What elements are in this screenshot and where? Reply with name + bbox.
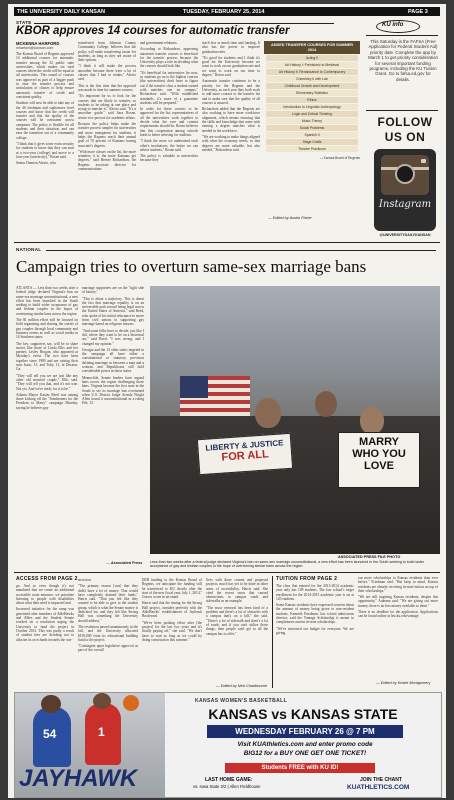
tuition-edited-by: — Edited by Kristie Montgomery xyxy=(376,681,431,685)
building-shape xyxy=(150,286,440,381)
instagram-tile xyxy=(374,149,436,231)
player-2-head xyxy=(93,693,111,709)
ad-promo-2: BIG12 for a BUY ONE GET ONE TICKET! xyxy=(243,750,367,757)
tuition-column-1 xyxy=(276,584,354,684)
tuition-paragraph: out more scholarships to Kansas residents than ever before," Friedman said. "But keep in mind, Kansas residents are already receiving in-state tuition on top of their scholarships." xyxy=(358,576,438,593)
story1-paragraph: and government relations. xyxy=(140,41,178,45)
story1-byline: MCKENNA HARFORD xyxy=(16,41,60,46)
tuition-paragraph: The class that entered for the 2013-2014 academic year only has 109 students. The law school's target enrollment for the 2014-2015 academic year is set at 120 students. xyxy=(276,584,354,601)
ad-students-banner: Students FREE with KU ID! xyxy=(225,763,375,773)
course-item: Logic and Critical Thinking xyxy=(266,111,358,117)
story2-paragraph: Atlanta Mayor Kasim Reed was among those kicking off the "Southerners for the Freedom to Marry" campaign Monday, saying he believes gay xyxy=(16,392,78,410)
story1-column-2 xyxy=(78,41,136,228)
story2-paragraph: Meanwhile, Senate leaders have argued bans across the region challenging those bans. Virginia became the first state in the South to see its marriage ban overturned when U.S. District Judge Arenda Wright Allen found it unconstitutional in a ruling Feb. 13. xyxy=(82,375,144,406)
section-divider-2 xyxy=(14,572,440,573)
story2-paragraph: The key, supporters say, will be to share stories like those of Linda Ellis and her partner, Lesley Brogan, who appeared at Monday's event. The two have been together since 1989 and are raising their sons Isaac, 13, and Toby, 11, in Decatur, Ga. xyxy=(16,341,78,372)
access-paragraph: Harris said that the timing for the Strong Hall project, consider perfectly with the AbleHawks' establishment of Jayhawk Boulevard. xyxy=(142,601,202,619)
story2-paragraph: "And some folks have to decide, just like I did, where they want to be on a historical arc," said Reed. "I was wrong, and I changed my opinion." xyxy=(82,328,144,346)
access-paragraph: The resolution passed unanimously in the fall, and the University allocated $195,000 from its educational building fund to the project. xyxy=(78,624,138,642)
story2-kicker: NATIONAL xyxy=(16,247,42,252)
tuition-divider xyxy=(272,576,273,688)
story1-paragraph: "It's good for students and I think it's good for the University because we want to work on our graduation rate and we want to work on our time to degree," Rosen said. xyxy=(202,55,260,78)
story2-source: — Associated Press xyxy=(106,561,143,565)
story2-paragraph: ATLANTA — Less than two weeks after a federal judge declared Virginia's ban on same-sex marriage unconstitutional, a new effort has been launched in the South seeking to build wider acceptance of gay and lesbian couples in the hopes of overturning similar bans across the region. xyxy=(16,286,78,316)
access-paragraph: "The primary reason [was] that they didn't have a lot of money. That would have completely drained their funds," Harris said. "That just felt like they wanted to be able to give to the student group, which is what the Senate money is dedicated for, and they felt like Strong Hall was something the University should address." xyxy=(78,584,138,623)
course-item: Art History II: Renaissance to Contemporary xyxy=(266,69,358,75)
person-head-1 xyxy=(255,398,281,428)
access-column-1 xyxy=(16,584,74,692)
ad-topline: KANSAS WOMEN'S BASKETBALL xyxy=(195,698,288,704)
access-kicker: ACCESS FROM PAGE 2 xyxy=(16,576,78,582)
ad-players-image xyxy=(15,693,165,797)
ad-website[interactable]: KUATHLETICS.COM xyxy=(347,784,410,791)
newspaper-page xyxy=(8,4,446,798)
course-item: Art History I: Prehistoric to Medieval xyxy=(266,62,358,68)
story1-paragraph: This is the first time that the approval was made in time for summer courses. xyxy=(78,83,136,92)
photo-caption: Less than two weeks after a federal judge declared Virginia's ban on same-sex marriage unconstitutional, a new effort has been launched in the South seeking to build wider acceptance of gay and lesbian couples in the hope of overturning similar bans across the region. xyxy=(150,560,425,569)
course-item: Acting II xyxy=(266,55,358,61)
course-item: Social Problems xyxy=(266,125,358,131)
liberty-sign: LIBERTY & JUSTICE FOR ALL xyxy=(197,433,293,475)
story1-paragraph: According to Richardson, approving automatic transfer courses is beneficial for the transfer process because the University plays a role in deciding what the courses should look like. xyxy=(140,47,198,69)
story1-paragraph: Students will now be able to take any of the 46 freshman and sophomore level courses and know that the credit will transfer and that the quality of the courses will be consistent across campuses. The policy is flexible for all students and their situation, and can ease the transition out of a community college. xyxy=(16,101,74,140)
course-item: Theatre Practicum xyxy=(266,146,358,152)
ad-when: WEDNESDAY FEBRUARY 26 @ 7 PM xyxy=(207,725,403,738)
story1-paragraph: Automatic transfer continues to be a priority for the Regents and the University, as each year they both work to add more courses to the transfer list and to make sure that the quality of all courses is assured. xyxy=(202,79,260,105)
ad-join-chant: JOIN THE CHANT xyxy=(360,777,402,783)
rally-photo xyxy=(150,286,440,554)
story1-kicker-rule xyxy=(34,23,334,24)
instagram-camera-icon xyxy=(381,155,429,195)
course-item: Stage Crafts xyxy=(266,139,358,145)
story2-kicker-rule xyxy=(46,250,436,251)
person-head-3 xyxy=(315,391,337,417)
story2-paragraph: Georgia and the 13 other states targeted in the campaign all have either a constitutional or statutory provision defining marriage as between a man and a woman, and Republicans still hold considerable power in those states. xyxy=(82,347,144,374)
tuition-paragraph: "We are still targeting Kansas residents, despite this opportunity," Aukema said. "We are giving out more money, there is no less money available to them." xyxy=(358,595,438,608)
ku-info-logo-text: KU info xyxy=(382,22,404,28)
access-paragraph: Increased initiative for the ramp was generated after members of AbleHawks and Allies and the Student Senate worked on a resolution urging the University to fund the project in October 2013. This was partly a result of student fees are deciding not to allocate its own funds towards the con- xyxy=(16,607,74,642)
instagram-brand: Instagram xyxy=(378,199,432,210)
course-list xyxy=(264,54,360,154)
course-item: Chemistry II with Lab xyxy=(266,76,358,82)
ad-home-game: LAST HOME GAME: xyxy=(205,777,253,783)
course-box-source: — Kansas Board of Regents xyxy=(319,156,360,161)
story1-paragraph: "It's beneficial for universities for now, so students go on to the highest courses (the universities) don't have to figure out if the transfer class a student earned with matches one on campus," Richardson said. "With established standards, it's more of a guarantee students will be prepared." xyxy=(140,70,198,105)
story2-paragraph: "This is about a trajectory. This is about the fact that marriage equality is on an irreversible path toward being legal across the United States of America," said Reed, who spoke of his initial reluctance to move from civil unions to supporting gay marriage based on religious reasons. xyxy=(82,296,144,327)
story2-paragraph: marriage supporters are on the "right side of history." xyxy=(82,286,144,295)
access-paragraph: "The snow removal has been kind of a problem and there's a lot of obstacles with a campus that's on a hill," she said. "There's a lot of sidewalk and there's a lot of roads, and if you can't utilize those things, then people can't get to all the campus has to offer." xyxy=(206,605,268,636)
ku-info-text: This Saturday is the FAFSA (Free Application for Federal Student Aid) priority date. Complete the app by March 1 to get priority consideration for several important funding programs, including the KU Tuition Grant. Go to fafsa.ed.gov for details. xyxy=(368,39,438,82)
story1-paragraph: "I think it will make the process smoother because there were a lot of classes that I had to retake," Alexio said. xyxy=(78,64,136,82)
story1-paragraph: "It's important for us to look for the courses that are likely to transfer, so students to be taking at one place and trying to transfer it," Alexio said. "It's a smoother guide," said Sara Rosen, senior vice provost for academic affairs. xyxy=(78,94,136,120)
tuition-paragraph: Some Kansas residents have expressed concern about the amount of money being given to non-resident students. Kenneth Friedman, law school admissions director, said the Vantage Scholarship is meant to complement current in-state scholarships. xyxy=(276,603,354,625)
ku-info-logo xyxy=(368,19,428,33)
story1-paragraph: teach less as much time and funding. It also has the power to improve graduation rates. xyxy=(202,41,260,54)
basketball-ad xyxy=(14,692,442,798)
player-1-head xyxy=(41,695,61,713)
masthead-page: PAGE 3 xyxy=(408,8,428,15)
course-item: Elementary Statistics xyxy=(266,90,358,96)
story1-paragraph: Senior Damien Alexio, who xyxy=(16,161,57,166)
story2-paragraph: The $1 million effort will be focused on field organizing and sharing the stories of gay couples through local community and business events as well as social media in 14 Southern states. xyxy=(16,318,78,340)
access-column-3 xyxy=(142,578,202,692)
story2-column-2 xyxy=(82,286,144,556)
tuition-paragraph: There is no deadline for the application. Applications can be found online at law.ku.edu/vantage. xyxy=(358,610,438,619)
access-paragraph: go. And so even though it's not mandated that we create an additional accessible route entrance, we prioritize listening to people with disabilities about what their need is impacted and. xyxy=(16,584,74,606)
story1-kicker: STATE xyxy=(16,20,32,25)
course-item: Childhood Growth and Development xyxy=(266,83,358,89)
story1-paragraph: The policy is valuable to universities because they xyxy=(140,154,198,163)
ku-info-rule-bottom xyxy=(366,110,438,111)
basketball-icon xyxy=(123,695,139,711)
course-item: Ethics xyxy=(266,97,358,103)
story1-paragraph: "I think the more we understand each other's institutions, the better we can advise students," Rosen said. xyxy=(140,139,198,152)
story1-paragraph: Richardson added that the Regents are also working to have more workforce alignment, which means ensuring that the skills and knowledge that come with earning a degree matches what is needed in the workforce. xyxy=(202,107,260,133)
ad-matchup: KANSAS vs KANSAS STATE xyxy=(208,706,398,722)
story1-column-3 xyxy=(140,41,198,228)
course-item: Spanish II xyxy=(266,132,358,138)
story1-paragraph: transferred from Johnson County Community College, believes that the policy will make transferring easier for students, as long as they are aware of their options. xyxy=(78,41,136,63)
follow-line1: FOLLOW xyxy=(377,115,433,129)
story2-paragraph: "They will tell you we are just like any other old married couple," Ellis said. "They will tell you that, and it's not true. Not yet. And we're ready for it to be." xyxy=(16,373,78,391)
jayhawk-wordmark: JAYHAWK xyxy=(19,765,138,792)
access-paragraph: ERB funding to the Kansas Board of Regents, we anticipate the funding will be transferred to KU shortly after the start of the new fiscal year, July 1, 2014," Graves wrote in an email. xyxy=(142,578,202,600)
story2-headline: Campaign tries to overturn same-sex marriage bans xyxy=(16,257,367,276)
story1-paragraph: The Kansas Board of Regents approved 14 additional courses for automatic transfer among the 32 public state universities, which makes six total courses where the credit will be equal at all universities. This round of courses was approved as part of a bigger push to ease the transfer process and articulation of classes to help ensure automatic transfer of credit and consistent quality. xyxy=(16,52,74,99)
ad-promo-1[interactable]: Visit KUAthletics.com and enter promo code xyxy=(237,741,373,748)
marry-sign: MARRY WHO YOU LOVE xyxy=(338,432,420,488)
access-paragraph: struction. xyxy=(78,578,92,582)
instagram-handle: @UNIVERSITYDAILYKANSAN xyxy=(379,233,431,237)
story1-headline: KBOR approves 14 courses for automatic transfer xyxy=(16,25,290,37)
access-column-4 xyxy=(206,578,268,682)
story1-paragraph: "With more classes on the list, the more seamless it is, the more Kansans get degrees," said Breeze Richardson, the Regents associate director for communications xyxy=(78,149,136,172)
tuition-paragraph: "We've increased our budget for everyone. We are giving xyxy=(276,626,354,635)
course-item: Music Theory xyxy=(266,118,358,124)
tuition-kicker: TUITION FROM PAGE 2 xyxy=(276,576,338,582)
course-box xyxy=(264,41,360,223)
story1-column-1 xyxy=(16,52,74,228)
access-paragraph: "We've been pushing effort after [the project] for the last two years and it's finally paying off," she said. "We don't have to wait as long as we could by doing construction this summer." xyxy=(142,620,202,642)
follow-line2: US ON xyxy=(384,130,426,144)
photo-credit: ASSOCIATED PRESS FILE PHOTO xyxy=(338,555,401,559)
flag-canton xyxy=(180,376,208,398)
course-item: Introduction to Linguistic Anthropology xyxy=(266,104,358,110)
story1-paragraph: Because the policy helps make the transfer process simpler for universities and more transparent for students, it helps the Regents reach their annual goal of 70 percent of Kansans having associate's degrees. xyxy=(78,122,136,148)
ad-home-detail: vs. Iowa State 3/2 | Allen Fieldhouse xyxy=(193,784,261,789)
story1-paragraph: "We are working to make things aligned with what the economy needs, so that degrees are more valuable, but also needed," Richardson said. xyxy=(202,134,260,152)
ku-info-rule xyxy=(366,35,438,36)
story1-paragraph: In order for these courses to be approved for the list, representatives of all the universities work together to decide what the core and content requirements should be. Rosen believes that this cooperation among schools leads to better advising for students. xyxy=(140,107,198,137)
story1-byline-email: mharford@kansan.com xyxy=(16,46,54,50)
story1-paragraph: "I think that it gives some extra security for students to know that they can start at a two-year (college) and move to a four-year (university)," Rosen said. xyxy=(16,141,74,159)
story1-column-4 xyxy=(202,41,260,228)
person-head-2 xyxy=(360,406,384,434)
jersey-number-1: 54 xyxy=(43,727,57,741)
access-paragraph: "Contingent upon legislative approval as part of the overall xyxy=(78,644,138,653)
section-divider xyxy=(14,242,440,243)
story2-column-1 xyxy=(16,286,78,569)
tuition-column-2 xyxy=(358,576,438,678)
masthead-left: THE UNIVERSITY DAILY KANSAN xyxy=(17,8,105,15)
story1-edited-by: — Edited by Austin Fisher xyxy=(268,216,312,220)
masthead-date: TUESDAY, FEBRUARY 25, 2014 xyxy=(183,8,265,15)
access-column-2 xyxy=(78,578,138,692)
access-edited-by: — Edited by Nick Chadbourne xyxy=(216,684,268,688)
course-box-title: ADDED TRANSFER COURSES FOR SUMMER 2014 xyxy=(264,41,360,54)
jersey-number-2: 1 xyxy=(98,725,105,739)
access-paragraph: lives with these current and proposed projects, much has yet to be done in other areas of accessibility, Harris said. She cited the recent snow that caused obstructions to campus roads and sidewalks as an example. xyxy=(206,578,268,604)
